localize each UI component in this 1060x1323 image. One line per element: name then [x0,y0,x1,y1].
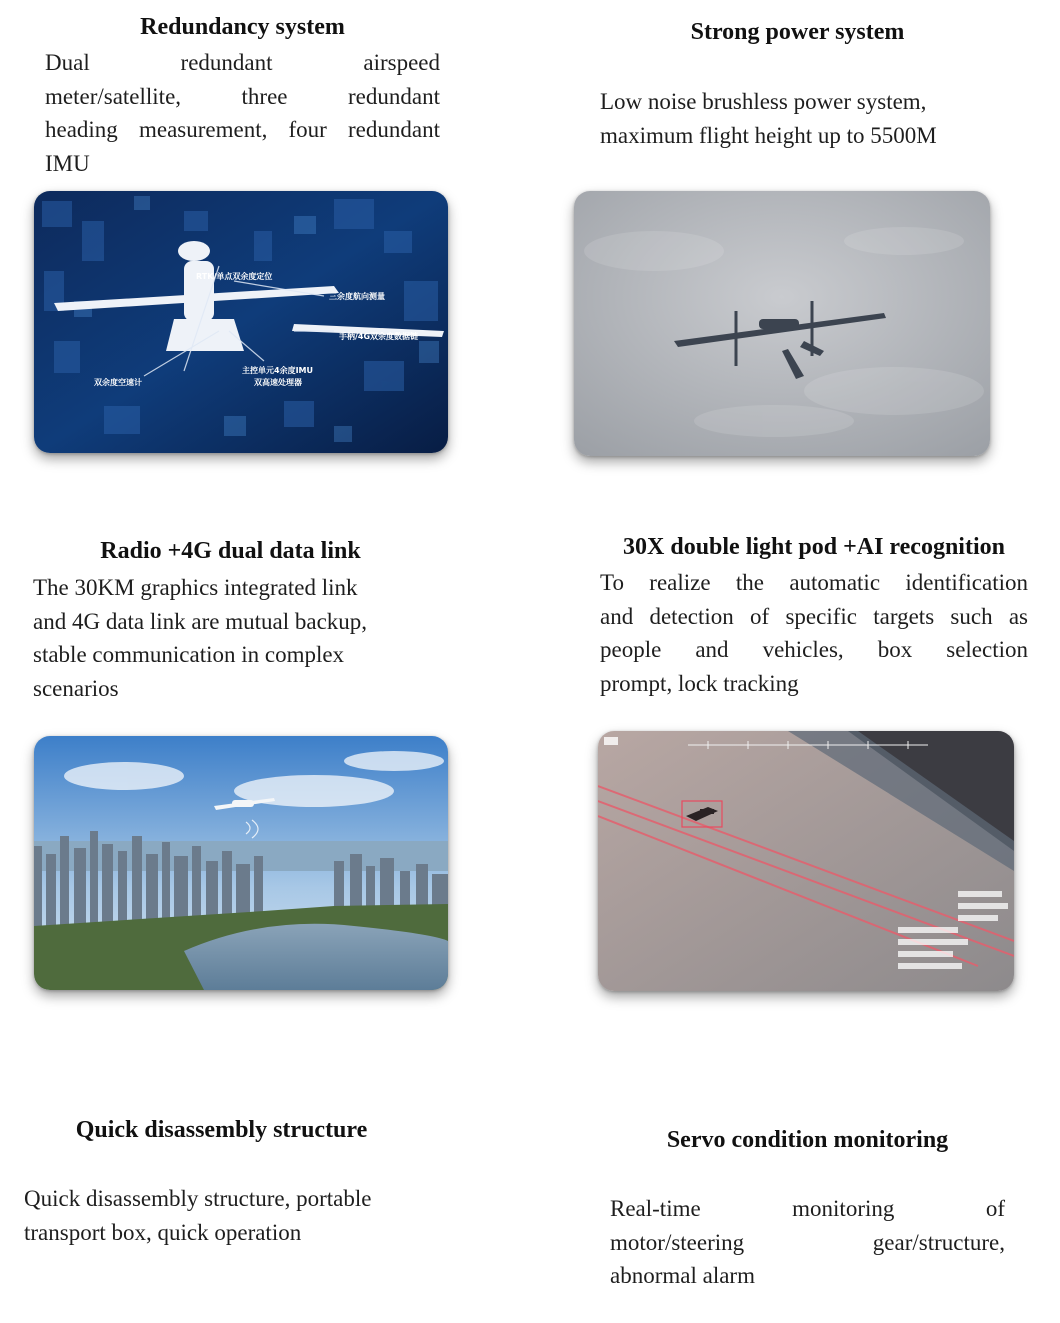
diagram-label: 双余度空速计 [94,378,142,387]
text-line: prompt, lock tracking [600,670,799,696]
text-line: stable communication in complex [33,642,345,667]
text-line: Low noise brushless power system, [600,89,927,114]
text-line: maximum flight height up to 5500M [600,122,937,148]
section-title-datalink: Radio +4G dual data link [100,538,361,564]
text-line: meter/satellite, three redundant [45,83,440,109]
datalink-city-image [34,736,448,990]
section-text-redundancy [45,46,440,180]
text-line: transport box, quick operation [24,1219,302,1245]
diagram-label: RTK/单点双余度定位 [196,272,273,281]
power-system-image [574,191,990,456]
text-line: Quick disassembly structure, portable [24,1186,372,1211]
section-text-servo [610,1192,1005,1293]
diagram-label: 三余度航向测量 [329,292,385,301]
text-line: heading measurement, four redundant [45,117,440,142]
text-line: abnormal alarm [610,1263,755,1288]
text-line: and 4G data link are mutual backup, [33,608,368,634]
diagram-label: 主控单元4余度IMU [242,366,313,375]
section-title-redundancy: Redundancy system [140,14,345,40]
text-line: motor/steering gear/structure, [610,1229,1005,1255]
text-line: Dual redundant airspeed [45,50,440,75]
text-line: scenarios [33,675,119,701]
diagram-label: 手柄/4G双余度数据链 [339,332,419,341]
text-line: IMU [45,150,90,176]
ai-tracking-image [598,731,1014,991]
section-text-datalink [33,571,433,705]
text-line: and detection of specific targets such as [600,603,1028,629]
section-text-power [600,85,1000,152]
section-text-disassembly [24,1182,444,1249]
text-line: To realize the automatic identification [600,570,1028,595]
text-line: Real-time monitoring of [610,1196,1005,1221]
section-text-ai-pod [600,566,1028,700]
section-title-ai-pod: 30X double light pod +AI recognition [623,534,1005,560]
diagram-label: 双高速处理器 [254,378,302,387]
text-line: people and vehicles, box selection [600,637,1028,662]
section-title-servo: Servo condition monitoring [666,1127,949,1153]
section-title-power: Strong power system [690,19,905,45]
redundancy-diagram-image [34,191,448,453]
text-line: The 30KM graphics integrated link [33,575,358,600]
section-title-disassembly: Quick disassembly structure [75,1117,368,1143]
